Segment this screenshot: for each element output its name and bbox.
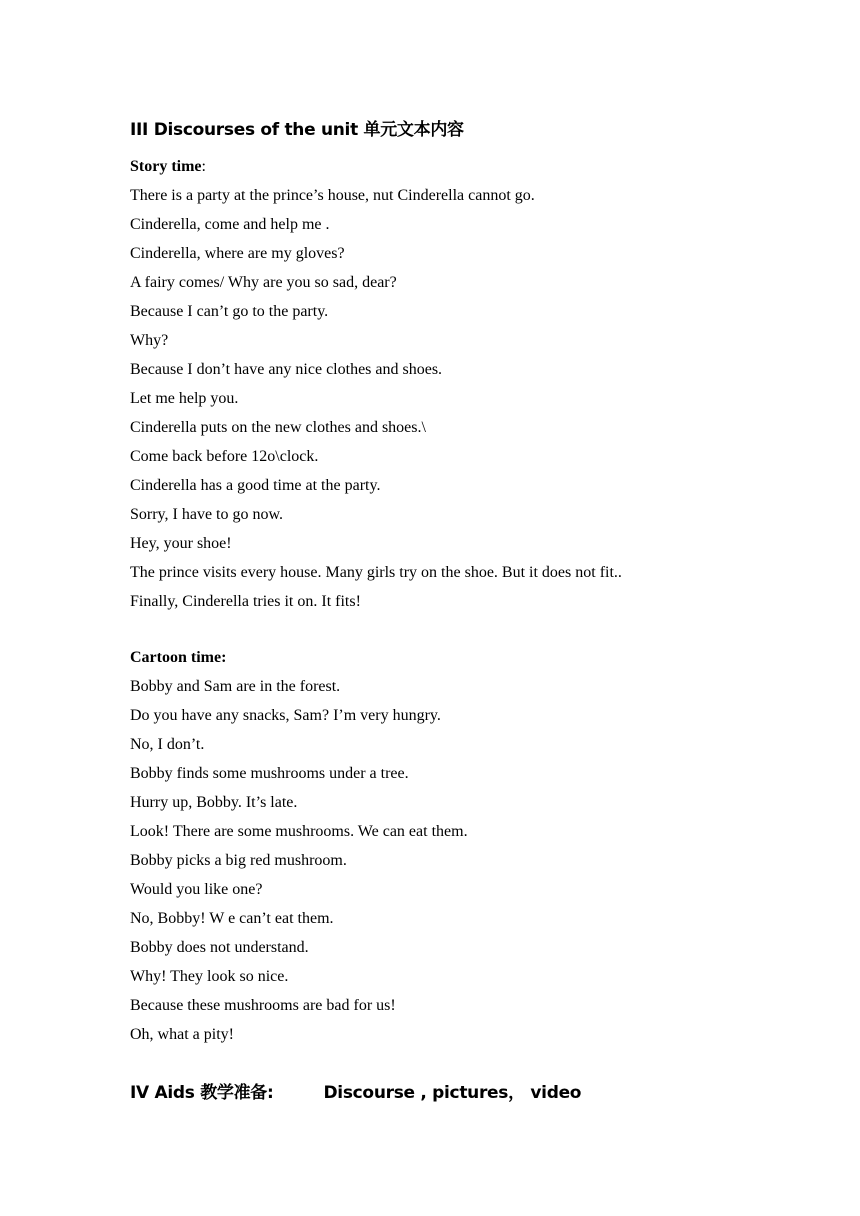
aids-label: IV Aids 教学准备:: [130, 1083, 274, 1103]
cartoon-line: No, I don’t.: [130, 736, 205, 753]
story-line: Cinderella, come and help me .: [130, 216, 330, 233]
cartoon-line: Why! They look so nice.: [130, 968, 289, 985]
story-line: A fairy comes/ Why are you so sad, dear?: [130, 274, 397, 291]
story-line: Cinderella, where are my gloves?: [130, 245, 345, 262]
cartoon-line: Bobby finds some mushrooms under a tree.: [130, 765, 409, 782]
cartoon-time-label: Cartoon time:: [130, 649, 227, 666]
cartoon-line: Bobby picks a big red mushroom.: [130, 852, 347, 869]
story-time-label-line: [130, 152, 622, 181]
story-line: Finally, Cinderella tries it on. It fits!: [130, 593, 361, 610]
section-iv-heading: [130, 1078, 581, 1103]
story-line: Come back before 12o\clock.: [130, 448, 319, 465]
story-line: Cinderella puts on the new clothes and shoes.\: [130, 419, 426, 436]
story-line: Because I don’t have any nice clothes and shoes.: [130, 361, 443, 378]
aids-value: Discourse , pictures， video: [323, 1083, 582, 1103]
cartoon-line: Hurry up, Bobby. It’s late.: [130, 794, 298, 811]
cartoon-time-section: [130, 643, 468, 1049]
story-line: Cinderella has a good time at the party.: [130, 477, 381, 494]
story-time-label: Story time: [130, 158, 202, 175]
story-line: Why?: [130, 332, 169, 349]
cartoon-line: Oh, what a pity!: [130, 1026, 234, 1043]
cartoon-line: Bobby and Sam are in the forest.: [130, 678, 341, 695]
story-line: The prince visits every house. Many girls try on the shoe. But it does not fit..: [130, 564, 622, 581]
cartoon-line: No, Bobby! W e can’t eat them.: [130, 910, 334, 927]
cartoon-line: Do you have any snacks, Sam? I’m very hungry.: [130, 707, 441, 724]
cartoon-line: Look! There are some mushrooms. We can eat them.: [130, 823, 468, 840]
cartoon-line: Because these mushrooms are bad for us!: [130, 997, 396, 1014]
story-line: Sorry, I have to go now.: [130, 506, 284, 523]
story-line: Because I can’t go to the party.: [130, 303, 329, 320]
story-line: Let me help you.: [130, 390, 239, 407]
story-line: Hey, your shoe!: [130, 535, 232, 552]
story-time-colon: :: [201, 158, 206, 175]
story-line: There is a party at the prince’s house, nut Cinderella cannot go.: [130, 187, 535, 204]
section-iii-heading: III Discourses of the unit 单元文本内容: [130, 120, 464, 140]
story-time-section: [130, 152, 622, 616]
cartoon-line: Would you like one?: [130, 881, 263, 898]
cartoon-line: Bobby does not understand.: [130, 939, 309, 956]
